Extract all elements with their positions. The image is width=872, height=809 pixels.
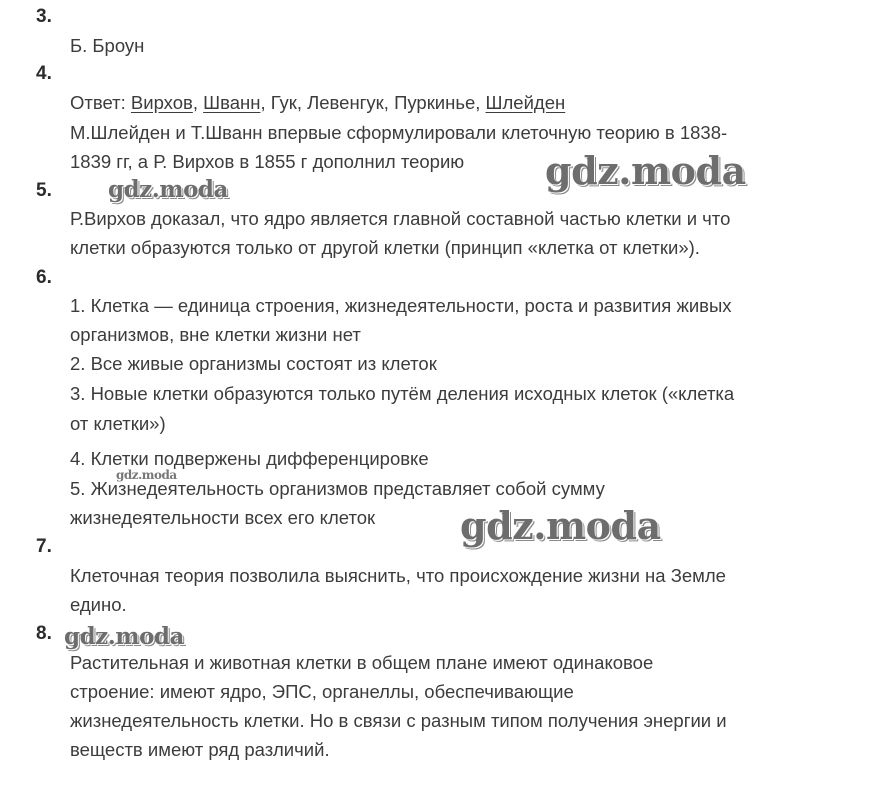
watermark-logo: gdz.moda — [116, 468, 177, 482]
item-6-line-1: 1. Клетка — единица строения, жизнедеятельности, роста и развития живых — [70, 295, 732, 316]
answer-separator: , — [260, 92, 271, 113]
item-number-4: 4. — [36, 63, 52, 84]
item-6-line-2: организмов, вне клетки жизни нет — [70, 324, 361, 345]
watermark-logo: gdz.moda — [64, 623, 184, 650]
answer-name-virchow: Вирхов — [130, 92, 193, 113]
item-6-line-6: 4. Клетки подвержены дифференцировке — [70, 448, 429, 469]
item-7-line-2: едино. — [70, 594, 127, 615]
answer-separator: , — [475, 92, 486, 113]
item-number-3: 3. — [36, 6, 52, 27]
item-number-5: 5. — [36, 180, 52, 201]
watermark-logo: gdz.moda — [108, 176, 228, 203]
item-6-line-7: 5. Жизнедеятельность организмов представляет собой сумму — [70, 478, 605, 499]
item-number-7: 7. — [36, 536, 52, 557]
item-8-line-2: строение: имеют ядро, ЭПС, органеллы, обеспечивающие — [70, 681, 574, 702]
item-6-line-3: 2. Все живые организмы состоят из клеток — [70, 353, 437, 374]
answer-separator: , — [296, 92, 308, 113]
answer-name-schleiden: Шлейден — [485, 92, 566, 113]
item-6-line-8: жизнедеятельности всех его клеток — [70, 507, 376, 528]
answer-separator: , — [192, 92, 204, 113]
answer-prefix: Ответ: — [70, 92, 131, 113]
item-4-line-2: 1839 гг, а Р. Вирхов в 1855 г дополнил теорию — [70, 151, 465, 172]
item-8-line-1: Растительная и животная клетки в общем плане имеют одинаковое — [70, 652, 654, 673]
item-5-line-1: Р.Вирхов доказал, что ядро является главной составной частью клетки и что — [70, 208, 731, 229]
answer-name-hooke: Гук — [270, 92, 297, 113]
answer-name-leeuwenhoek: Левенгук — [307, 92, 384, 113]
item-6-line-4: 3. Новые клетки образуются только путём деления исходных клеток («клетка — [70, 383, 735, 404]
item-5-line-2: клетки образуются только от другой клетки (принцип «клетка от клетки»). — [70, 237, 700, 258]
item-6-line-5: от клетки») — [70, 413, 166, 434]
item-3-line-1: Б. Броун — [70, 35, 145, 56]
item-7-line-1: Клеточная теория позволила выяснить, что происхождение жизни на Земле — [70, 565, 726, 586]
item-number-8: 8. — [36, 623, 52, 644]
answer-name-schwann: Шванн — [203, 92, 261, 113]
item-8-line-4: веществ имеют ряд различий. — [70, 739, 330, 760]
item-8-line-3: жизнедеятельность клетки. Но в связи с разным типом получения энергии и — [70, 710, 727, 731]
watermark-logo: gdz.moda — [460, 503, 661, 548]
item-4-line-1: М.Шлейден и Т.Шванн впервые сформулировали клеточную теорию в 1838- — [70, 122, 728, 143]
watermark-logo: gdz.moda — [545, 148, 746, 193]
item-number-6: 6. — [36, 267, 52, 288]
answer-separator: , — [383, 92, 395, 113]
item-4-answer — [70, 92, 565, 114]
answer-name-purkinje: Пуркинье — [394, 92, 476, 113]
